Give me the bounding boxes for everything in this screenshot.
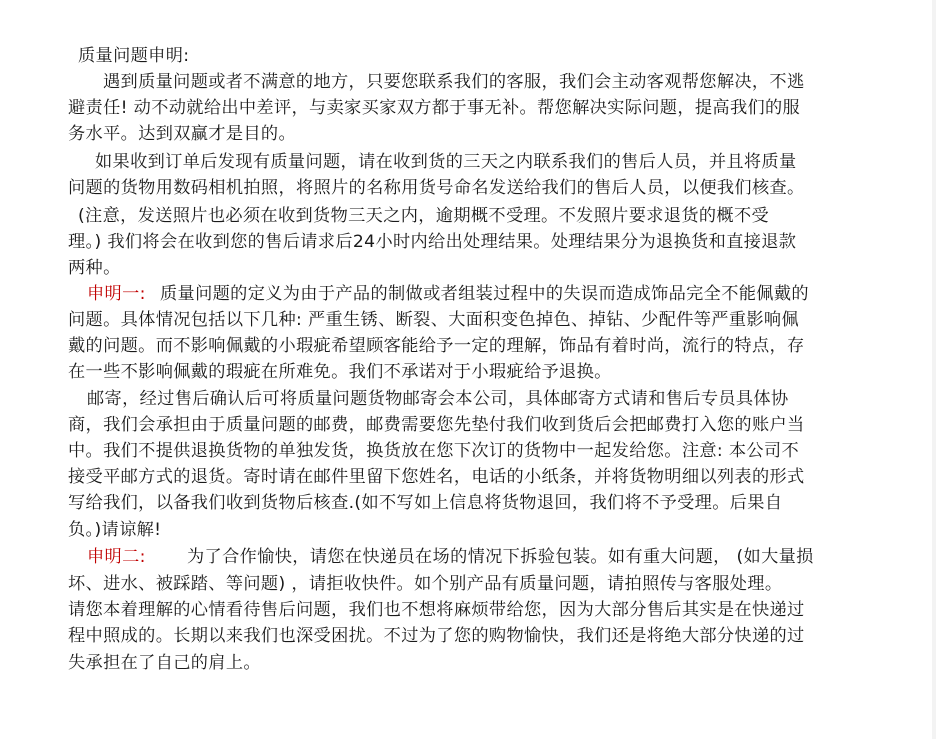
mail-line-5: 写给我们，以备我们收到货物后核查.(如不写如上信息将货物退回，我们将不予受理。后果自	[68, 493, 783, 513]
statement-1-line-2: 问题。具体情况包括以下几种: 严重生锈、断裂、大面积变色掉色、掉钻、少配件等严重影响佩	[68, 310, 799, 330]
statement-1-line-3: 戴的问题。而不影响佩戴的小瑕疵希望顾客能给予一定的理解，饰品有着时尚，流行的特点，存	[68, 336, 805, 356]
intro-line-1: 遇到质量问题或者不满意的地方，只要您联系我们的客服，我们会主动客观帮您解决，不逃	[103, 72, 805, 92]
process-line-4: 理。) 我们将会在收到您的售后请求后24小时内给出处理结果。处理结果分为退换货和直接退款	[68, 232, 797, 252]
mail-line-6: 负。)请谅解!	[68, 520, 162, 540]
process-line-2: 问题的货物用数码相机拍照，将照片的名称用货号命名发送给我们的售后人员，以便我们核查。	[68, 178, 805, 198]
process-line-3: (注意，发送照片也必须在收到货物三天之内，逾期概不受理。不发照片要求退货的概不受	[78, 206, 770, 226]
statement-1-label: 申明一:	[87, 284, 146, 304]
statement-2-line-4: 程中照成的。长期以来我们也深受困扰。不过为了您的购物愉快，我们还是将绝大部分快递的过	[68, 626, 805, 646]
statement-2-line-2: 坏、进水、被踩踏、等问题) ，请拒收快件。如个别产品有质量问题，请拍照传与客服处理。	[68, 574, 783, 594]
statement-1-line-4: 在一些不影响佩戴的瑕疵在所难免。我们不承诺对于小瑕疵给予退换。	[68, 362, 612, 382]
statement-2-line-1: 为了合作愉快，请您在快递员在场的情况下拆验包装。如有重大问题， (如大量损	[187, 547, 814, 567]
mail-line-4: 接受平邮方式的退货。寄时请在邮件里留下您姓名，电话的小纸条，并将货物明细以列表的形式	[68, 467, 805, 487]
mail-line-2: 商，我们会承担由于质量问题的邮费，邮费需要您先垫付我们收到货后会把邮费打入您的账户当	[68, 415, 805, 435]
intro-line-3: 务水平。达到双赢才是目的。	[68, 124, 296, 144]
statement-2-line-3: 请您本着理解的心情看待售后问题，我们也不想将麻烦带给您，因为大部分售后其实是在快递过	[68, 600, 805, 620]
intro-line-2: 避责任! 动不动就给出中差评，与卖家买家双方都于事无补。帮您解决实际问题，提高我们的服	[68, 98, 801, 118]
notice-title: 质量问题申明:	[78, 46, 190, 66]
statement-1-line-1: 质量问题的定义为由于产品的制做或者组装过程中的失误而造成饰品完全不能佩戴的	[160, 284, 809, 304]
process-line-1: 如果收到订单后发现有质量问题，请在收到货的三天之内联系我们的售后人员，并且将质量	[95, 152, 797, 172]
process-line-5: 两种。	[68, 258, 121, 278]
statement-2-label: 申明二:	[87, 547, 146, 567]
mail-line-3: 中。我们不提供退换货物的单独发货，换货放在您下次订的货物中一起发给您。注意: 本公司不	[68, 441, 799, 461]
mail-line-1: 邮寄，经过售后确认后可将质量问题货物邮寄会本公司，具体邮寄方式请和售后专员具体协	[87, 389, 789, 409]
statement-2-line-5: 失承担在了自己的肩上。	[68, 653, 261, 673]
scrollbar-track[interactable]	[932, 0, 936, 739]
